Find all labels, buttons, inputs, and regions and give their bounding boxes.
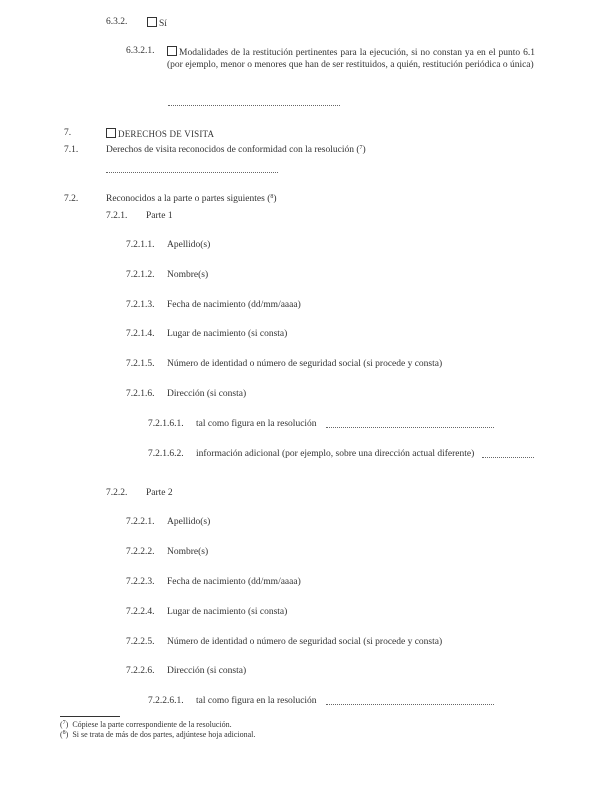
footnote-text: Si se trata de más de dos partes, adjúntese hoja adicional. — [72, 730, 256, 739]
field-label: Número de identidad o número de seguridad social (si procede y consta) — [167, 637, 443, 647]
field-label: Lugar de nacimiento (si consta) — [167, 329, 288, 339]
field-number: 7.2.2.2. — [126, 547, 155, 557]
field-label: tal como figura en la resolución — [196, 696, 317, 706]
party-heading: Parte 2 — [146, 488, 173, 498]
field-number: 7.2.1.5. — [126, 359, 155, 369]
section-number: 7.1. — [64, 145, 79, 155]
field-label: información adicional (por ejemplo, sobre una dirección actual diferente) — [196, 449, 475, 459]
field-number: 7.2.2.6.1. — [148, 696, 184, 706]
field-number: 7.2.1.6.1. — [148, 419, 184, 429]
field-number: 7.2.2.1. — [126, 517, 155, 527]
visiting-rights-text: Derechos de visita reconocidos de conformidad con la resolución ($^7$) — [106, 145, 366, 155]
section-number: 7. — [64, 128, 72, 138]
footnote: ($^7$) Cópiese la parte correspondiente de la resolución. — [60, 720, 232, 729]
section-number: 6.3.2.1. — [126, 46, 155, 56]
footnote-number: 8 — [62, 730, 66, 736]
section-text: Derechos de visita reconocidos de conformidad con la resolución — [106, 145, 354, 155]
fill-in-line[interactable] — [168, 105, 340, 106]
field-label: Dirección (si consta) — [167, 389, 247, 399]
parties-text: Reconocidos a la parte o partes siguientes ($^8$) — [106, 194, 277, 204]
section-number: 7.2.2. — [106, 488, 128, 498]
visiting-rights-option[interactable] — [106, 128, 214, 140]
section-number: 7.2.1. — [106, 211, 128, 221]
field-number: 7.2.2.4. — [126, 607, 155, 617]
restitution-text: Modalidades de la restitución pertinentes para la ejecución, si no constan ya en el punto 6.1 (por ejemplo, menor o menores que han de ser restituidos, a quién, restitución periódica o única) — [167, 48, 535, 70]
field-number: 7.2.2.3. — [126, 577, 155, 587]
footnote-ref: 8 — [270, 194, 274, 200]
checkbox-icon[interactable] — [106, 128, 116, 138]
footnote: ($^8$) Si se trata de más de dos partes, adjúntese hoja adicional. — [60, 730, 256, 739]
checkbox-icon[interactable] — [147, 17, 157, 27]
field-number: 7.2.1.4. — [126, 329, 155, 339]
section-heading: DERECHOS DE VISITA — [118, 129, 215, 139]
fill-in-line[interactable] — [326, 704, 494, 705]
section-number: 7.2. — [64, 194, 79, 204]
field-label: Nombre(s) — [167, 547, 209, 557]
checkbox-icon[interactable] — [167, 46, 177, 56]
footnote-text: Cópiese la parte correspondiente de la resolución. — [72, 720, 232, 729]
fill-in-line[interactable] — [326, 427, 494, 428]
option-label: Sí — [159, 19, 167, 29]
section-number: 6.3.2. — [106, 17, 128, 27]
restitution-modalities[interactable] — [167, 46, 535, 71]
field-label: tal como figura en la resolución — [196, 419, 317, 429]
field-label: Fecha de nacimiento (dd/mm/aaaa) — [167, 300, 301, 310]
field-number: 7.2.1.1. — [126, 240, 155, 250]
field-number: 7.2.1.2. — [126, 270, 155, 280]
field-label: Número de identidad o número de seguridad social (si procede y consta) — [167, 359, 443, 369]
field-label: Lugar de nacimiento (si consta) — [167, 607, 288, 617]
fill-in-line[interactable] — [106, 172, 278, 173]
field-label: Dirección (si consta) — [167, 666, 247, 676]
party-heading: Parte 1 — [146, 211, 173, 221]
field-label: Apellido(s) — [167, 517, 211, 527]
footnote-number: 7 — [62, 720, 66, 726]
footnote-ref: 7 — [359, 145, 363, 151]
field-label: Fecha de nacimiento (dd/mm/aaaa) — [167, 577, 301, 587]
footnote-divider — [60, 716, 120, 717]
field-label: Nombre(s) — [167, 270, 209, 280]
section-text: Reconocidos a la parte o partes siguientes — [106, 194, 265, 204]
field-number: 7.2.1.3. — [126, 300, 155, 310]
fill-in-line[interactable] — [482, 457, 534, 458]
field-number: 7.2.1.6.2. — [148, 449, 184, 459]
field-number: 7.2.2.6. — [126, 666, 155, 676]
option-si[interactable] — [147, 17, 167, 30]
field-label: Apellido(s) — [167, 240, 211, 250]
field-number: 7.2.2.5. — [126, 637, 155, 647]
field-number: 7.2.1.6. — [126, 389, 155, 399]
